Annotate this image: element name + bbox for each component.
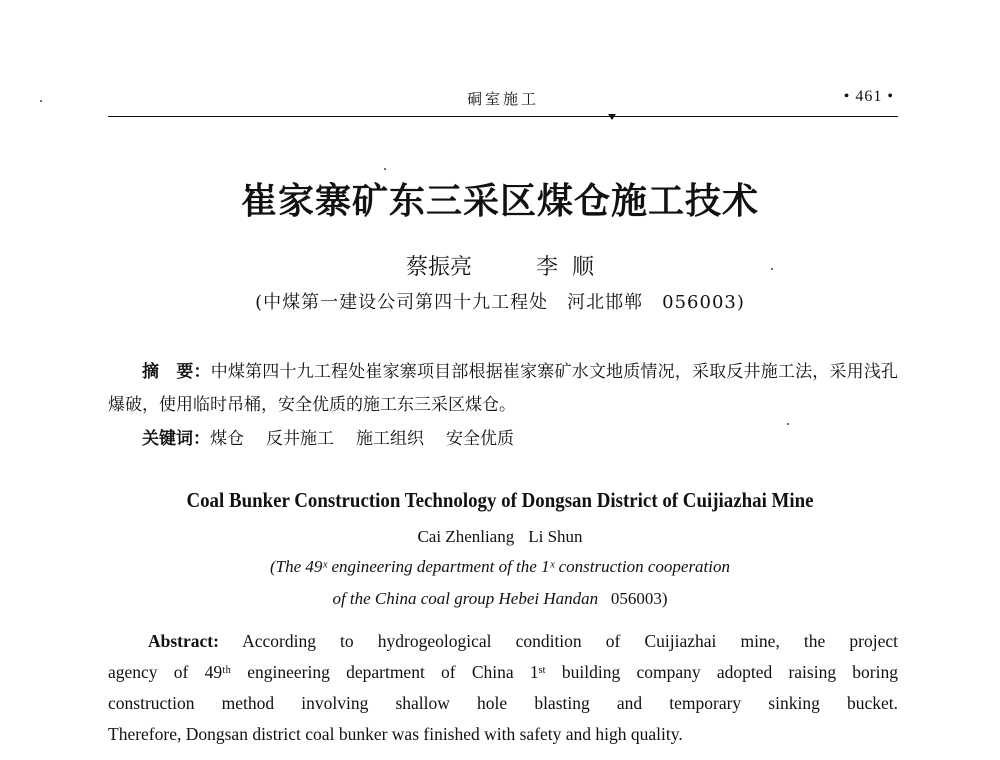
header-rule: [108, 116, 898, 117]
english-abstract-line-1: [108, 626, 898, 657]
english-abstract-line-2: agency of 49ᵗʰ engineering department of China 1ˢᵗ building company adopted raising boring: [108, 662, 898, 682]
english-title: Coal Bunker Construction Technology of Dongsan District of Cuijiazhai Mine: [186, 488, 814, 512]
english-author-2: Li Shun: [528, 527, 583, 546]
running-header: [108, 86, 898, 112]
keyword-4: 安全优质: [446, 429, 514, 449]
english-affiliation-line-2: [0, 589, 1000, 609]
scan-speck: [771, 268, 773, 270]
keyword-3: 施工组织: [356, 429, 424, 449]
chinese-author-2: 李 顺: [536, 255, 594, 280]
chinese-title: 崔家寨矿东三采区煤仓施工技术: [240, 181, 759, 222]
english-affiliation-line-1: (The 49ˣ engineering department of the 1ˣ construction cooperation: [269, 557, 731, 576]
english-abstract-line-1-text: According to hydrogeological condition of Cuijiazhai mine, the project: [242, 631, 898, 651]
chinese-abstract: [108, 356, 898, 422]
keyword-1: 煤仓: [210, 429, 244, 449]
chinese-keywords-label: 关键词：: [142, 429, 210, 449]
english-affiliation-org: of the China coal group Hebei Handan: [332, 589, 599, 608]
keyword-2: 反井施工: [266, 429, 334, 449]
english-abstract-line-3: construction method involving shallow hole blasting and temporary sinking bucket.: [108, 693, 898, 713]
header-rule-mark: [608, 114, 616, 120]
chinese-abstract-label: 摘 要：: [142, 362, 211, 382]
page-number: • 461 •: [843, 88, 894, 105]
scan-speck: [40, 100, 42, 102]
running-title: 硐室施工: [466, 90, 539, 108]
chinese-abstract-text: 中煤第四十九工程处崔家寨项目部根据崔家寨矿水文地质情况，采取反井施工法，采用浅孔爆破，使用临时吊桶，安全优质的施工东三采区煤仓。: [108, 362, 899, 415]
english-abstract-line-4: Therefore, Dongsan district coal bunker was finished with safety and high quality.: [108, 724, 683, 744]
scan-speck: [787, 423, 789, 425]
english-authors: [0, 527, 1000, 547]
english-abstract: [108, 626, 898, 750]
chinese-authors: [0, 250, 1000, 281]
english-abstract-label: Abstract:: [148, 631, 219, 651]
chinese-keywords: [142, 424, 536, 449]
english-author-1: Cai Zhenliang: [417, 527, 515, 546]
chinese-author-1: 蔡振亮: [405, 255, 472, 280]
chinese-affiliation: (中煤第一建设公司第四十九工程处 河北邯郸 056003): [255, 292, 745, 313]
english-affiliation-postcode: 056003): [610, 589, 668, 608]
scan-speck: [384, 168, 386, 170]
